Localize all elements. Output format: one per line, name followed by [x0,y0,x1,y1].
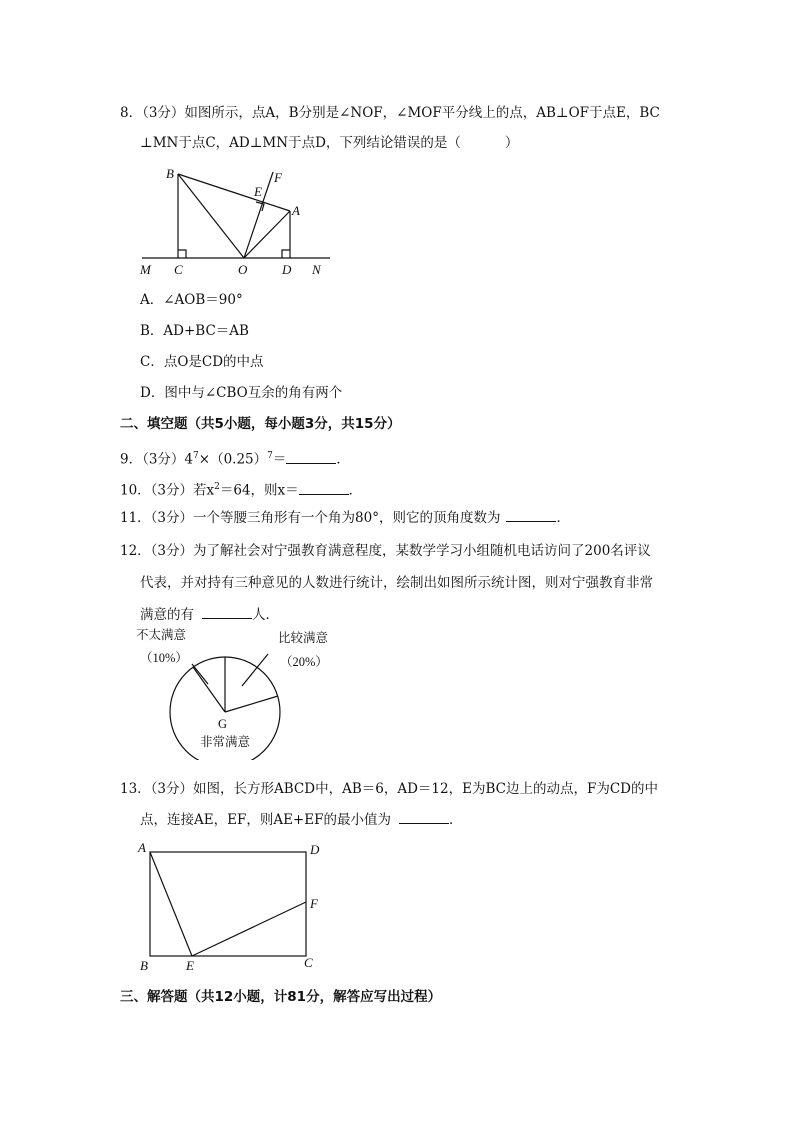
q12-line1: 12．（3分）为了解社会对宁强教育满意程度，某数学学习小组随机电话访问了200名评议 [120,543,651,559]
q8-option-a: A．∠AOB＝90° [140,292,243,308]
label-e: E [254,184,262,199]
q11-answer-blank [506,509,556,522]
q12-line3-end: 人． [252,607,279,623]
label-n: N [312,262,321,277]
q12-pie-chart [130,624,350,760]
q9-middle: ×（0.25） [198,451,268,468]
pie-label-very-satisfied: 非常满意 [200,735,251,749]
q12-line3 [140,606,279,624]
label-b: B [166,166,174,181]
label-o: O [238,262,248,277]
q10-line [120,478,362,500]
q13-answer-blank [399,811,449,824]
segment-bo [178,174,244,258]
q13-line2-text: 点，连接AE，EF，则AE+EF的最小值为 [140,812,391,828]
q8-stem-line2-text: ⊥MN于点C，AD⊥MN于点D，下列结论错误的是（ [140,135,461,151]
pie-radius-right [225,696,278,712]
q10-middle: ＝64，则x＝ [219,482,299,499]
q10-exponent: 2 [214,482,220,492]
label-c: C [174,262,183,277]
label-m: M [140,262,151,277]
q12-line3-text: 满意的有 [140,607,194,623]
rectangle-abcd [150,852,306,956]
label-f: F [274,170,282,185]
label-c: C [304,955,313,970]
label-d: D [310,842,320,857]
segment-ef [192,902,306,956]
label-b: B [140,958,148,973]
q8-stem-line2 [140,134,518,152]
q10-answer-blank [299,482,349,495]
pie-label-not-very-satisfied: 不太满意 [136,628,187,642]
label-f: F [310,896,318,911]
leader-right [242,654,268,686]
pie-percent-left: （10%） [140,651,188,665]
segment-ae [150,852,192,956]
right-angle-mark-d [282,250,290,258]
q8-option-b: B．AD+BC＝AB [140,323,249,339]
q8-option-c: C．点O是CD的中点 [140,354,264,370]
label-a: A [138,840,146,855]
label-d: D [282,262,292,277]
q13-rectangle-figure [130,836,330,978]
pie-radius-left [193,667,225,712]
label-a: A [292,203,300,218]
pie-percent-right: （20%） [280,655,328,669]
q9-line [120,447,350,469]
q11-end: ． [556,510,570,526]
q9-exponent-1: 7 [193,451,199,461]
q9-prefix: 9．（3分）4 [120,451,194,468]
q9-exponent-2: 7 [267,451,273,461]
segment-oa [244,211,290,258]
q11-line [120,509,570,527]
q13-line2 [140,811,462,829]
section-2-heading: 二、填空题（共5小题，每小题3分，共15分） [120,416,401,432]
leader-left [192,664,208,684]
q9-equals: ＝ [272,451,287,468]
q12-line2: 代表，并对持有三种意见的人数进行统计，绘制出如图所示统计图，则对宁强教育非常 [140,575,653,591]
q8-geometry-figure [130,162,340,280]
q8-stem-line1: 8．（3分）如图所示，点A，B分别是∠NOF，∠MOF平分线上的点，AB⊥OF于点E，BC [120,105,660,121]
q9-end: ． [336,451,350,468]
label-e: E [186,958,194,973]
q9-answer-blank [286,451,336,464]
q12-answer-blank [202,606,252,619]
q8-stem-line2-close: ） [504,135,519,151]
q10-prefix: 10．（3分）若x [120,482,215,499]
q13-line2-end: ． [448,812,463,828]
pie-center-label: G [218,717,228,731]
q13-line1: 13．（3分）如图，长方形ABCD中，AB＝6，AD＝12，E为BC边上的动点，F为CD的中 [120,781,658,797]
q10-end: ． [348,482,363,499]
q11-text: 11．（3分）一个等腰三角形有一个角为80°，则它的顶角度数为 [120,510,501,526]
q8-option-d: D．图中与∠CBO互余的角有两个 [140,385,343,401]
section-3-heading: 三、解答题（共12小题，计81分，解答应写出过程） [120,989,442,1005]
right-angle-mark-c [178,250,186,258]
pie-label-fairly-satisfied: 比较满意 [278,631,329,645]
